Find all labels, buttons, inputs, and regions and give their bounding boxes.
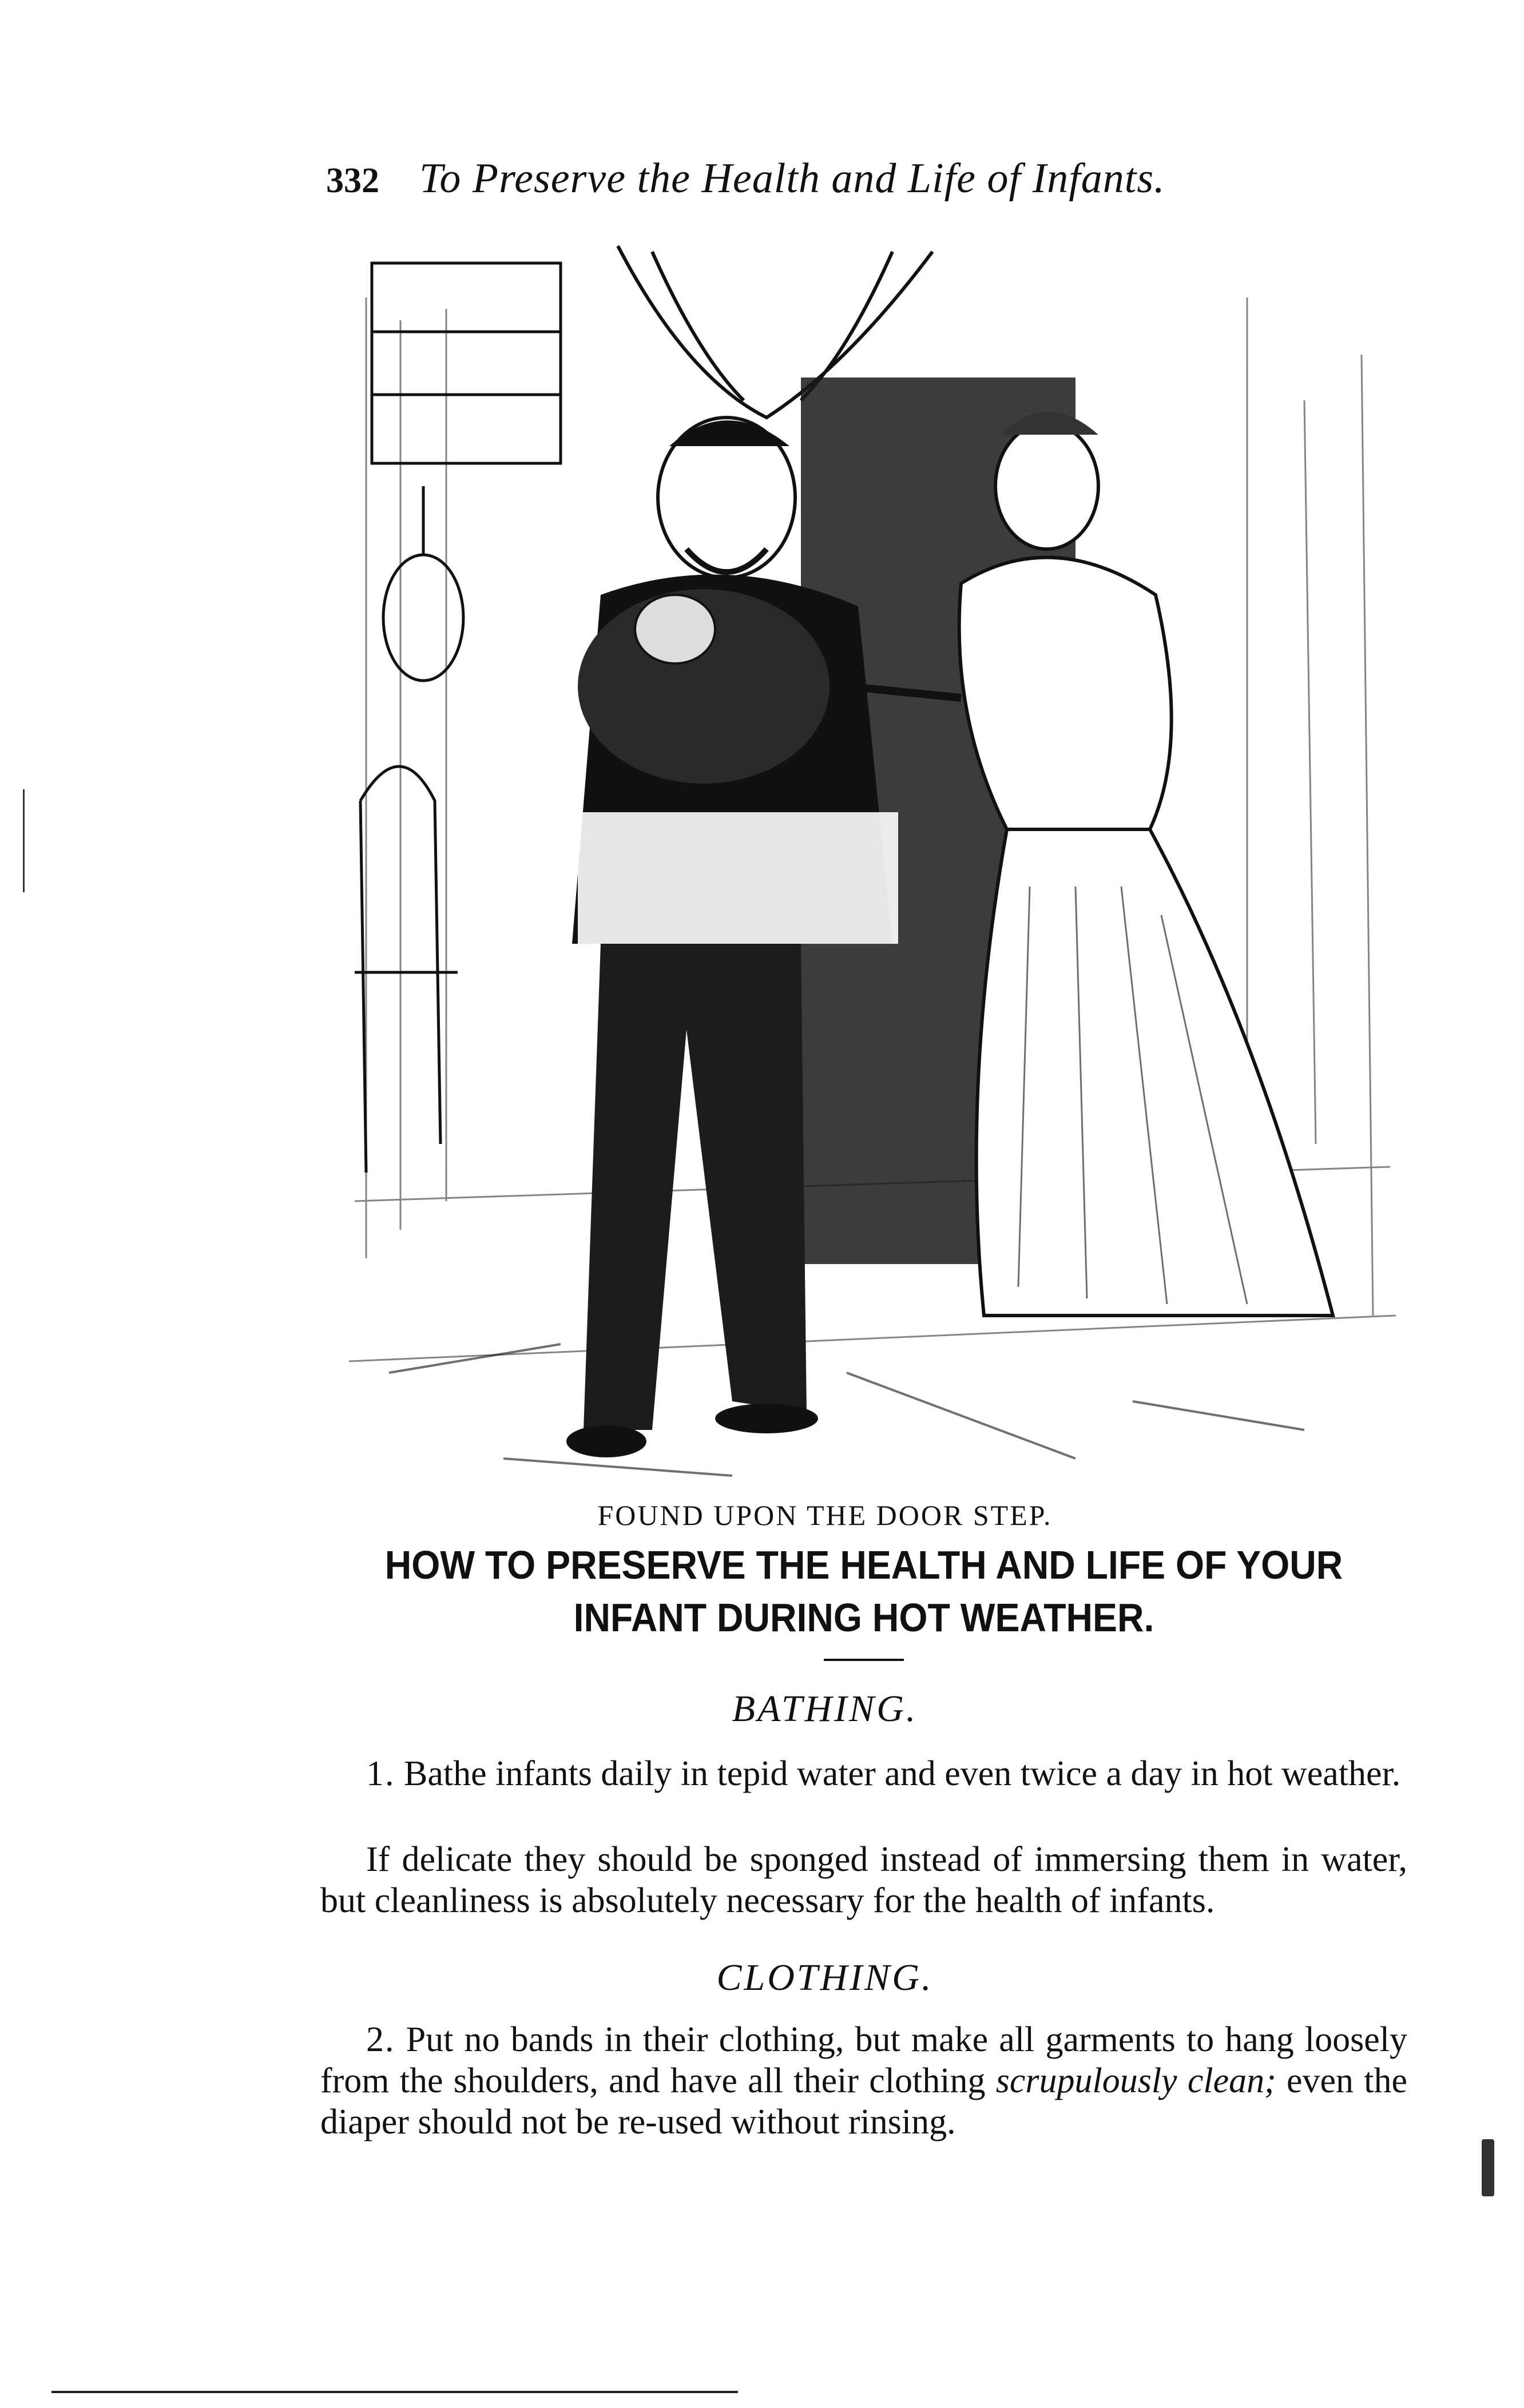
paragraph-text-continued: even the diaper should not be re-used without rinsing. bbox=[320, 2061, 1408, 2141]
paragraph-bathing-2 bbox=[320, 1839, 1407, 1921]
section-heading-bathing: BATHING. bbox=[732, 1688, 918, 1730]
headline-line-1: HOW TO PRESERVE THE HEALTH AND LIFE OF YOUR bbox=[384, 1543, 1343, 1587]
paragraph-number: 2. bbox=[366, 2020, 395, 2059]
page-number: 332 bbox=[326, 161, 379, 200]
bottom-rule bbox=[51, 2391, 738, 2393]
running-title: To Preserve the Health and Life of Infants. bbox=[419, 155, 1165, 202]
paragraph-text: Bathe infants daily in tepid water and even twice a day in hot weather. bbox=[404, 1754, 1401, 1793]
edge-mark bbox=[1482, 2139, 1494, 2196]
floor-hatching bbox=[389, 1344, 1304, 1476]
chair bbox=[355, 766, 458, 1173]
chapter-headline bbox=[364, 1539, 1364, 1644]
paragraph-text: Put no bands in their clothing, but make all garments to hang loosely from the shoulders, and have all their clothing bbox=[320, 2020, 1408, 2100]
paragraph-number: 1. bbox=[366, 1754, 395, 1793]
engraving-drawing bbox=[332, 229, 1407, 1487]
paragraph-clothing-1 bbox=[320, 2019, 1407, 2143]
emphasis-text: scrupulously clean; bbox=[995, 2061, 1276, 2100]
illustration-caption: FOUND UPON THE DOOR STEP. bbox=[597, 1499, 1053, 1531]
paragraph-text: If delicate they should be sponged instead of immersing them in water, but cleanliness is absolutely necessary for the health of infants. bbox=[320, 1840, 1407, 1920]
engraving-illustration bbox=[332, 229, 1407, 1487]
running-head bbox=[326, 154, 1413, 217]
headline-line-2: INFANT DURING HOT WEATHER. bbox=[573, 1595, 1154, 1640]
section-heading-clothing: CLOTHING. bbox=[716, 1957, 934, 1998]
paragraph-bathing-1 bbox=[320, 1753, 1407, 1794]
section-divider-rule bbox=[824, 1659, 904, 1661]
margin-mark bbox=[23, 789, 25, 892]
